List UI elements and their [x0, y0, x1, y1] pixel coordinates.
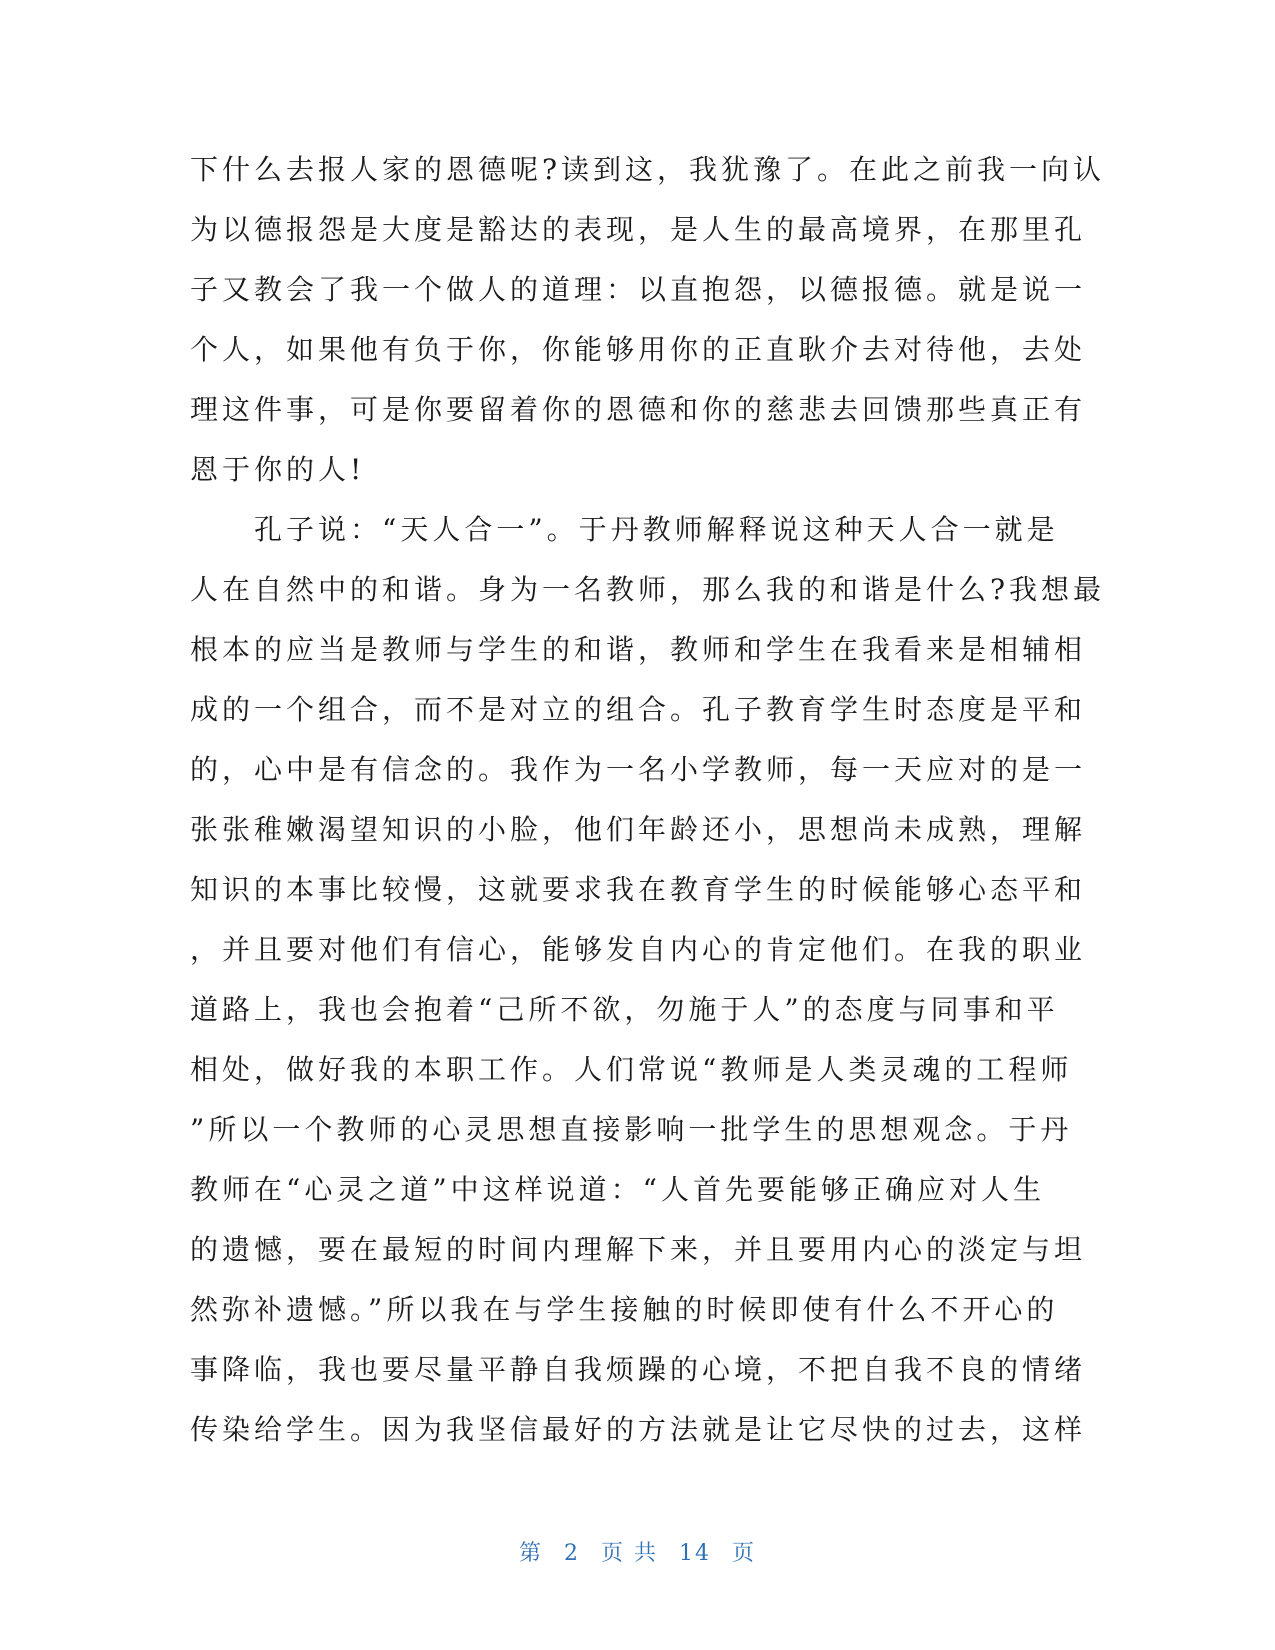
- text-line: 道路上，我也会抱着“己所不欲，勿施于人”的态度与同事和平: [190, 993, 1059, 1026]
- footer-suffix: 页: [732, 1541, 757, 1566]
- text-line: 的，心中是有信念的。我作为一名小学教师，每一天应对的是一: [190, 753, 1087, 786]
- text-line: 成的一个组合，而不是对立的组合。孔子教育学生时态度是平和: [190, 693, 1087, 726]
- text-line: 为以德报怨是大度是豁达的表现，是人生的最高境界，在那里孔: [190, 213, 1087, 246]
- text-line: 事降临，我也要尽量平静自我烦躁的心境，不把自我不良的情绪: [190, 1353, 1087, 1386]
- text-line: ，并且要对他们有信心，能够发自内心的肯定他们。在我的职业: [190, 933, 1087, 966]
- text-line: 教师在“心灵之道”中这样说道：“人首先要能够正确应对人生: [190, 1173, 1045, 1206]
- current-page-number: 2: [564, 1541, 580, 1566]
- text-line: 传染给学生。因为我坚信最好的方法就是让它尽快的过去，这样: [190, 1413, 1087, 1446]
- text-line: 孔子说：“天人合一”。于丹教师解释说这种天人合一就是: [190, 513, 1059, 546]
- text-line: 相处，做好我的本职工作。人们常说“教师是人类灵魂的工程师: [190, 1053, 1073, 1086]
- document-body: [190, 140, 1106, 1460]
- text-line: ”所以一个教师的心灵思想直接影响一批学生的思想观念。于丹: [190, 1113, 1073, 1146]
- text-line: 理这件事，可是你要留着你的恩德和你的慈悲去回馈那些真正有: [190, 393, 1087, 426]
- text-line: 知识的本事比较慢，这就要求我在教育学生的时候能够心态平和: [190, 873, 1087, 906]
- text-line: 张张稚嫩渴望知识的小脸，他们年龄还小，思想尚未成熟，理解: [190, 813, 1087, 846]
- text-line: 子又教会了我一个做人的道理：以直抱怨，以德报德。就是说一: [190, 273, 1087, 306]
- text-line: 恩于你的人!: [190, 453, 366, 486]
- text-line: 的遗憾，要在最短的时间内理解下来，并且要用内心的淡定与坦: [190, 1233, 1087, 1266]
- text-line: 下什么去报人家的恩德呢?读到这，我犹豫了。在此之前我一向认: [190, 153, 1106, 186]
- total-page-count: 14: [679, 1541, 711, 1566]
- page-number-footer: [0, 1536, 1275, 1567]
- footer-mid: 页 共: [601, 1541, 658, 1566]
- footer-prefix: 第: [518, 1541, 543, 1566]
- text-line: 根本的应当是教师与学生的和谐，教师和学生在我看来是相辅相: [190, 633, 1087, 666]
- text-line: 人在自然中的和谐。身为一名教师，那么我的和谐是什么?我想最: [190, 573, 1106, 606]
- text-line: 个人，如果他有负于你，你能够用你的正直耿介去对待他，去处: [190, 333, 1087, 366]
- text-line: 然弥补遗憾。”所以我在与学生接触的时候即使有什么不开心的: [190, 1293, 1059, 1326]
